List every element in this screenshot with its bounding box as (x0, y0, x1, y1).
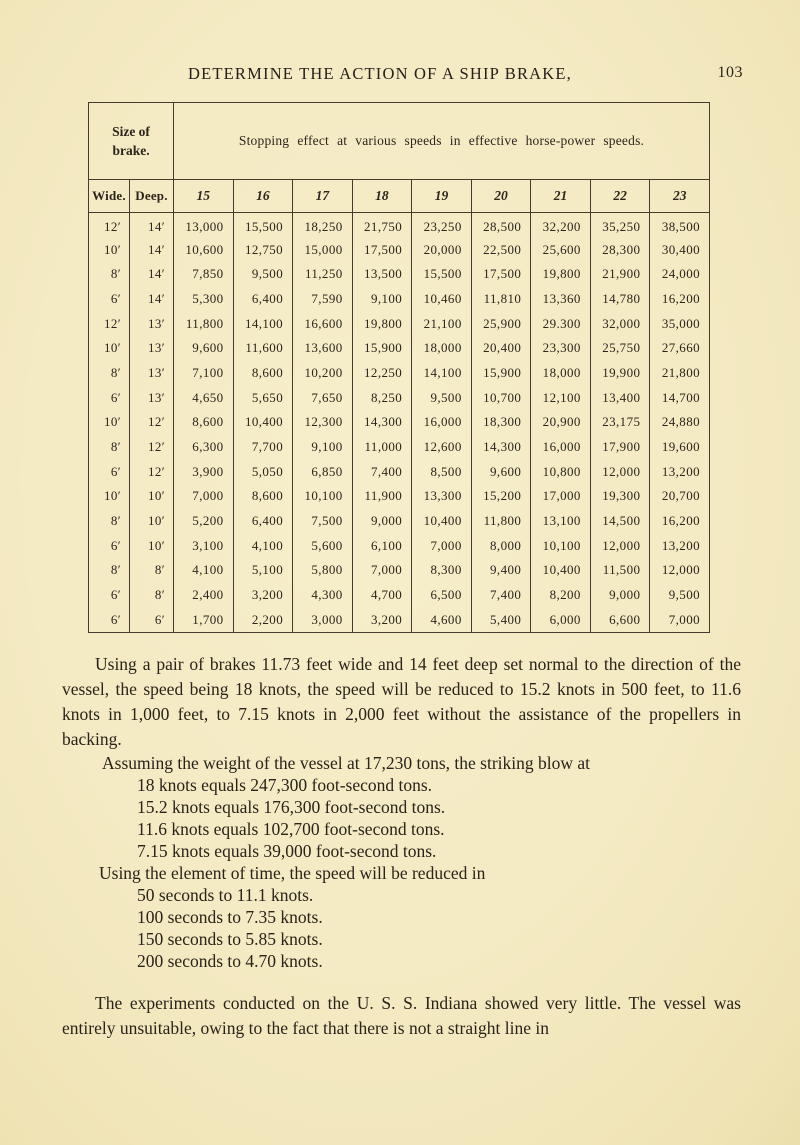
brake-size-cell: 8′ (110, 266, 121, 282)
table-row (89, 311, 710, 336)
stopping-effect-cell: 9,000 (352, 509, 412, 534)
brake-size-cell: 12′ (103, 315, 121, 331)
stopping-effect-cell: 7,000 (412, 533, 472, 558)
stopping-effect-cell: 10,400 (531, 558, 591, 583)
stopping-effect-cell: 14,300 (471, 435, 531, 460)
stopping-effect-cell: 19,300 (590, 484, 650, 509)
time-reduction-item: 100 seconds to 7.35 knots. (137, 907, 323, 927)
speed-column-header: 22 (590, 180, 650, 213)
page-title: DETERMINE THE ACTION OF A SHIP BRAKE, (187, 64, 573, 83)
table-row (89, 459, 710, 484)
stopping-effect-cell: 7,850 (174, 262, 234, 287)
stopping-effect-cell: 7,100 (174, 361, 234, 386)
time-reduction-item: 50 seconds to 11.1 knots. (137, 885, 314, 905)
table-column-header-row (89, 180, 710, 213)
brake-size-cell: 13′ (130, 385, 174, 410)
stopping-effect-cell: 38,500 (650, 213, 710, 238)
brake-size-cell: 13′ (130, 361, 174, 386)
stopping-effect-cell: 12,250 (352, 361, 412, 386)
stopping-effect-cell: 9,500 (412, 385, 472, 410)
table-row (89, 410, 710, 435)
stopping-effect-cell: 17,500 (471, 262, 531, 287)
stopping-effect-cell: 8,600 (233, 484, 293, 509)
table-group-header-row (89, 103, 710, 180)
striking-blow-item: 7.15 knots equals 39,000 foot-second tons. (137, 841, 437, 861)
table-row (89, 336, 710, 361)
stopping-effect-cell: 5,300 (174, 287, 234, 312)
stopping-effect-cell: 6,000 (531, 608, 591, 633)
table-row (89, 533, 710, 558)
stopping-effect-cell: 12,750 (233, 237, 293, 262)
stopping-effect-cell: 8,500 (412, 459, 472, 484)
brake-size-cell: 12′ (130, 435, 174, 460)
brake-size-cell: 12′ (103, 219, 121, 235)
stopping-effect-cell: 25,750 (590, 336, 650, 361)
brake-size-cell: 6′ (110, 463, 121, 479)
stopping-effect-cell: 23,300 (531, 336, 591, 361)
stopping-effect-cell: 13,500 (352, 262, 412, 287)
stopping-effect-cell: 21,100 (412, 311, 472, 336)
paragraph-time-intro: Using the element of time, the speed will be reduced in (99, 863, 486, 883)
stopping-effect-table (88, 102, 710, 633)
stopping-effect-cell: 32,000 (590, 311, 650, 336)
stopping-effect-cell: 20,000 (412, 237, 472, 262)
body-text (62, 652, 741, 1041)
brake-size-cell: 6′ (110, 537, 121, 553)
stopping-effect-cell: 11,600 (233, 336, 293, 361)
stopping-effect-cell: 5,100 (233, 558, 293, 583)
stopping-effect-cell: 32,200 (531, 213, 591, 238)
stopping-effect-cell: 11,900 (352, 484, 412, 509)
table-row (89, 558, 710, 583)
stopping-effect-cell: 24,000 (650, 262, 710, 287)
size-column-header: Deep. (130, 180, 174, 213)
stopping-effect-cell: 13,400 (590, 385, 650, 410)
stopping-effect-cell: 28,300 (590, 237, 650, 262)
stopping-effect-cell: 22,500 (471, 237, 531, 262)
stopping-effect-cell: 11,800 (174, 311, 234, 336)
stopping-effect-cell: 10,700 (471, 385, 531, 410)
table-row (89, 287, 710, 312)
stopping-effect-cell: 35,250 (590, 213, 650, 238)
stopping-effect-cell: 10,400 (412, 509, 472, 534)
stopping-effect-cell: 17,000 (531, 484, 591, 509)
stopping-effect-cell: 24,880 (650, 410, 710, 435)
page-number: 103 (717, 64, 743, 81)
table-row (89, 262, 710, 287)
table-row (89, 435, 710, 460)
brake-size-cell: 10′ (130, 509, 174, 534)
striking-blow-item: 11.6 knots equals 102,700 foot-second tons. (137, 819, 445, 839)
stopping-effect-cell: 6,300 (174, 435, 234, 460)
brake-size-cell: 13′ (130, 311, 174, 336)
stopping-effect-cell: 3,200 (352, 608, 412, 633)
stopping-effect-cell: 11,810 (471, 287, 531, 312)
stopping-effect-cell: 27,660 (650, 336, 710, 361)
stopping-effect-cell: 7,500 (293, 509, 353, 534)
stopping-effect-cell: 13,300 (412, 484, 472, 509)
stopping-effect-cell: 19,900 (590, 361, 650, 386)
stopping-effect-cell: 8,600 (174, 410, 234, 435)
stopping-effect-cell: 9,600 (174, 336, 234, 361)
stopping-effect-cell: 14,100 (412, 361, 472, 386)
table-row (89, 509, 710, 534)
stopping-effect-cell: 6,400 (233, 287, 293, 312)
speed-column-header: 16 (233, 180, 293, 213)
stopping-effect-cell: 19,800 (531, 262, 591, 287)
paragraph-experiments: The experiments conducted on the U. S. S. Indiana showed very little. The vessel was entirely unsuitable, owing to the fact that there is not a straight line in (62, 993, 741, 1038)
time-reduction-item: 150 seconds to 5.85 knots. (137, 929, 323, 949)
stopping-effect-cell: 5,050 (233, 459, 293, 484)
stopping-effect-cell: 14,500 (590, 509, 650, 534)
speed-column-header: 20 (471, 180, 531, 213)
brake-size-cell: 6′ (110, 587, 121, 603)
stopping-effect-cell: 3,100 (174, 533, 234, 558)
brake-size-cell: 10′ (103, 488, 121, 504)
stopping-effect-cell: 18,250 (293, 213, 353, 238)
stopping-effect-cell: 9,000 (590, 583, 650, 608)
stopping-effect-cell: 15,900 (471, 361, 531, 386)
stopping-effect-cell: 21,750 (352, 213, 412, 238)
striking-blow-item: 18 knots equals 247,300 foot-second tons. (137, 775, 433, 795)
stopping-effect-cell: 10,100 (293, 484, 353, 509)
stopping-effect-cell: 35,000 (650, 311, 710, 336)
stopping-effect-cell: 10,400 (233, 410, 293, 435)
stopping-effect-cell: 4,650 (174, 385, 234, 410)
stopping-effect-cell: 16,000 (412, 410, 472, 435)
stopping-effect-cell: 17,500 (352, 237, 412, 262)
stopping-effect-cell: 9,400 (471, 558, 531, 583)
stopping-effect-cell: 11,500 (590, 558, 650, 583)
stopping-effect-cell: 9,100 (293, 435, 353, 460)
stopping-effect-cell: 20,700 (650, 484, 710, 509)
stopping-effect-cell: 2,400 (174, 583, 234, 608)
stopping-effect-cell: 5,650 (233, 385, 293, 410)
stopping-effect-cell: 5,400 (471, 608, 531, 633)
stopping-effect-cell: 13,600 (293, 336, 353, 361)
stopping-effect-cell: 8,600 (233, 361, 293, 386)
stopping-effect-cell: 11,250 (293, 262, 353, 287)
stopping-effect-cell: 7,000 (174, 484, 234, 509)
stopping-effect-cell: 9,500 (233, 262, 293, 287)
stopping-effect-cell: 21,800 (650, 361, 710, 386)
stopping-effect-cell: 9,500 (650, 583, 710, 608)
stopping-effect-cell: 5,600 (293, 533, 353, 558)
stopping-effect-cell: 19,600 (650, 435, 710, 460)
stopping-effect-cell: 13,000 (174, 213, 234, 238)
stopping-effect-cell: 13,100 (531, 509, 591, 534)
brake-size-cell: 12′ (130, 459, 174, 484)
brake-size-cell: 14′ (130, 287, 174, 312)
stopping-effect-header: Stopping effect at various speeds in effective horse-power speeds. (174, 103, 710, 180)
stopping-effect-cell: 8,200 (531, 583, 591, 608)
brake-size-cell: 8′ (130, 558, 174, 583)
brake-size-cell: 14′ (130, 213, 174, 238)
stopping-effect-cell: 7,000 (352, 558, 412, 583)
paragraph-brake-reduction: Using a pair of brakes 11.73 feet wide and 14 feet deep set normal to the direction of the vessel, the speed being 18 knots, the speed will be reduced to 15.2 knots in 500 feet, to 11.6 knots in 1,000 feet, to 7.15 knots in 2,000 feet without the assistance of the propellers in backing. (62, 654, 741, 749)
brake-size-cell: 13′ (130, 336, 174, 361)
stopping-effect-cell: 5,800 (293, 558, 353, 583)
stopping-effect-cell: 3,200 (233, 583, 293, 608)
stopping-effect-cell: 20,400 (471, 336, 531, 361)
brake-size-cell: 6′ (110, 611, 121, 627)
striking-blow-item: 15.2 knots equals 176,300 foot-second tons. (137, 797, 446, 817)
brake-size-cell: 14′ (130, 262, 174, 287)
stopping-effect-cell: 9,100 (352, 287, 412, 312)
stopping-effect-cell: 4,300 (293, 583, 353, 608)
stopping-effect-cell: 15,000 (293, 237, 353, 262)
speed-column-header: 15 (174, 180, 234, 213)
stopping-effect-cell: 10,100 (531, 533, 591, 558)
stopping-effect-cell: 18,300 (471, 410, 531, 435)
paragraph-striking-blow-intro: Assuming the weight of the vessel at 17,230 tons, the striking blow at (102, 753, 591, 773)
speed-column-header: 17 (293, 180, 353, 213)
stopping-effect-cell: 10,460 (412, 287, 472, 312)
brake-size-cell: 14′ (130, 237, 174, 262)
stopping-effect-cell: 6,100 (352, 533, 412, 558)
brake-size-cell: 12′ (130, 410, 174, 435)
size-of-brake-header: Size of brake. (89, 103, 174, 180)
stopping-effect-cell: 1,700 (174, 608, 234, 633)
stopping-effect-cell: 7,000 (650, 608, 710, 633)
stopping-effect-cell: 3,900 (174, 459, 234, 484)
brake-size-cell: 8′ (110, 364, 121, 380)
stopping-effect-cell: 6,850 (293, 459, 353, 484)
stopping-effect-cell: 6,400 (233, 509, 293, 534)
brake-size-cell: 6′ (110, 290, 121, 306)
size-column-header: Wide. (89, 180, 130, 213)
brake-size-cell: 10′ (103, 414, 121, 430)
stopping-effect-cell: 18,000 (412, 336, 472, 361)
stopping-effect-cell: 12,000 (650, 558, 710, 583)
brake-size-cell: 8′ (110, 513, 121, 529)
time-reduction-item: 200 seconds to 4.70 knots. (137, 951, 323, 971)
table-row (89, 237, 710, 262)
stopping-effect-cell: 7,400 (352, 459, 412, 484)
stopping-effect-cell: 7,590 (293, 287, 353, 312)
stopping-effect-cell: 10,600 (174, 237, 234, 262)
stopping-effect-cell: 23,250 (412, 213, 472, 238)
stopping-effect-cell: 29.300 (531, 311, 591, 336)
stopping-effect-cell: 4,700 (352, 583, 412, 608)
brake-size-cell: 10′ (103, 340, 121, 356)
brake-size-cell: 6′ (130, 608, 174, 633)
stopping-effect-cell: 12,100 (531, 385, 591, 410)
table-row (89, 608, 710, 633)
stopping-effect-cell: 16,600 (293, 311, 353, 336)
stopping-effect-cell: 16,200 (650, 509, 710, 534)
stopping-effect-cell: 7,650 (293, 385, 353, 410)
stopping-effect-cell: 6,600 (590, 608, 650, 633)
stopping-effect-cell: 13,200 (650, 459, 710, 484)
stopping-effect-cell: 15,900 (352, 336, 412, 361)
stopping-effect-cell: 16,200 (650, 287, 710, 312)
stopping-effect-cell: 20,900 (531, 410, 591, 435)
stopping-effect-cell: 25,900 (471, 311, 531, 336)
stopping-effect-cell: 28,500 (471, 213, 531, 238)
stopping-effect-cell: 23,175 (590, 410, 650, 435)
speed-column-header: 18 (352, 180, 412, 213)
striking-blow-list (62, 774, 741, 862)
stopping-effect-cell: 15,500 (233, 213, 293, 238)
stopping-effect-cell: 14,100 (233, 311, 293, 336)
stopping-effect-cell: 12,000 (590, 533, 650, 558)
table-row (89, 361, 710, 386)
stopping-effect-cell: 13,360 (531, 287, 591, 312)
stopping-effect-cell: 10,800 (531, 459, 591, 484)
stopping-effect-cell: 12,300 (293, 410, 353, 435)
stopping-effect-cell: 17,900 (590, 435, 650, 460)
stopping-effect-cell: 14,780 (590, 287, 650, 312)
speed-column-header: 19 (412, 180, 472, 213)
stopping-effect-cell: 8,250 (352, 385, 412, 410)
stopping-effect-cell: 7,700 (233, 435, 293, 460)
stopping-effect-cell: 4,100 (174, 558, 234, 583)
stopping-effect-cell: 10,200 (293, 361, 353, 386)
table-row (89, 213, 710, 238)
brake-size-cell: 8′ (130, 583, 174, 608)
stopping-effect-cell: 2,200 (233, 608, 293, 633)
stopping-effect-cell: 14,700 (650, 385, 710, 410)
stopping-effect-cell: 25,600 (531, 237, 591, 262)
brake-size-cell: 6′ (110, 389, 121, 405)
stopping-effect-cell: 8,000 (471, 533, 531, 558)
table-row (89, 583, 710, 608)
stopping-effect-cell: 14,300 (352, 410, 412, 435)
speed-column-header: 21 (531, 180, 591, 213)
table-row (89, 484, 710, 509)
stopping-effect-cell: 12,000 (590, 459, 650, 484)
brake-size-cell: 10′ (103, 241, 121, 257)
stopping-effect-cell: 9,600 (471, 459, 531, 484)
stopping-effect-cell: 6,500 (412, 583, 472, 608)
brake-size-cell: 8′ (110, 439, 121, 455)
stopping-effect-cell: 3,000 (293, 608, 353, 633)
running-head (0, 64, 800, 88)
brake-size-cell: 10′ (130, 484, 174, 509)
stopping-effect-cell: 11,800 (471, 509, 531, 534)
speed-column-header: 23 (650, 180, 710, 213)
stopping-effect-cell: 15,500 (412, 262, 472, 287)
stopping-effect-cell: 16,000 (531, 435, 591, 460)
brake-size-cell: 10′ (130, 533, 174, 558)
stopping-effect-cell: 13,200 (650, 533, 710, 558)
stopping-effect-cell: 8,300 (412, 558, 472, 583)
stopping-effect-cell: 15,200 (471, 484, 531, 509)
time-reduction-list (62, 884, 741, 972)
brake-size-cell: 8′ (110, 562, 121, 578)
stopping-effect-cell: 19,800 (352, 311, 412, 336)
stopping-effect-cell: 11,000 (352, 435, 412, 460)
stopping-effect-cell: 12,600 (412, 435, 472, 460)
table-row (89, 385, 710, 410)
stopping-effect-cell: 7,400 (471, 583, 531, 608)
stopping-effect-cell: 5,200 (174, 509, 234, 534)
stopping-effect-cell: 18,000 (531, 361, 591, 386)
stopping-effect-cell: 4,100 (233, 533, 293, 558)
stopping-effect-cell: 4,600 (412, 608, 472, 633)
stopping-effect-cell: 21,900 (590, 262, 650, 287)
stopping-effect-cell: 30,400 (650, 237, 710, 262)
